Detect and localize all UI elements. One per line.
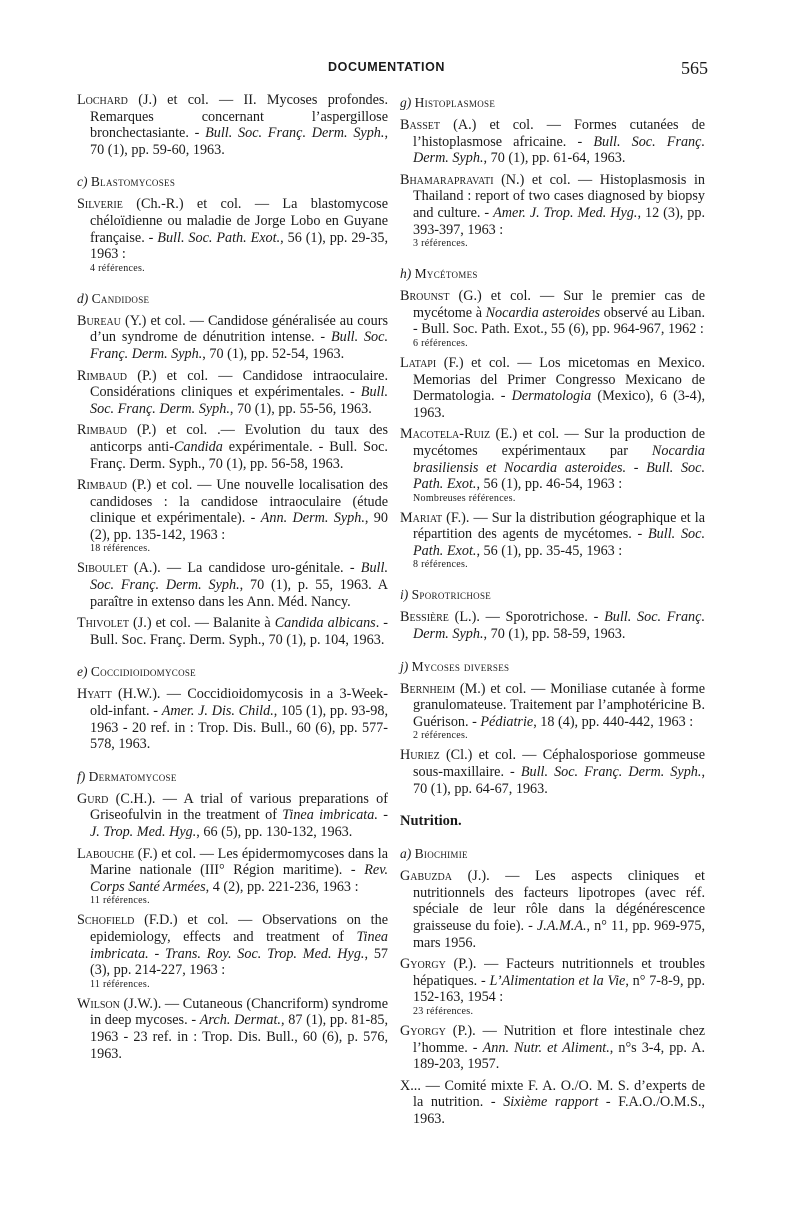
entry-citation: , 70 (1), pp. 61-64, 1963. bbox=[483, 150, 626, 167]
subsection bbox=[400, 586, 705, 642]
entry-citation: , n° 11, pp. 969-975, mars 1956. bbox=[413, 918, 705, 951]
subsection-name: Mycoses diverses bbox=[411, 658, 510, 674]
subsection-letter: j) bbox=[400, 658, 409, 674]
entry-journal: L’Alimentation et la Vie bbox=[489, 972, 626, 989]
bibliography-entry bbox=[77, 477, 388, 555]
entry-citation: , 56 (1), pp. 35-45, 1963 : bbox=[476, 542, 623, 559]
entry-text: (P.). — Nutrition et flore intestinale chez l’homme. - bbox=[413, 1022, 705, 1056]
entry-author: Schofield bbox=[77, 912, 135, 929]
entry-author: Silverie bbox=[77, 196, 123, 213]
entry-text: (E.) et col. — Sur la production de mycétomes expérimentaux par bbox=[413, 426, 705, 459]
entry-author: Gabuzda bbox=[400, 868, 452, 885]
section-heading-nutrition: Nutrition. bbox=[400, 813, 462, 830]
subsection-name: Sporotrichose bbox=[411, 587, 492, 603]
bibliography-entry bbox=[77, 422, 388, 472]
entry-text: (J.). — Les aspects cliniques et nutritionnels des facteurs lipotropes (avec réf. spéciale de leur rôle dans la dégénérescence graisseuse du foie). - bbox=[413, 868, 705, 934]
entry-author: Rimbaud bbox=[77, 477, 128, 494]
entry-journal: Bull. Soc. Franç. Derm. Syph. bbox=[520, 764, 702, 781]
subsection-letter: e) bbox=[77, 664, 88, 680]
bibliography-entry bbox=[77, 686, 388, 752]
entry-reference-count: 18 références. bbox=[90, 543, 151, 555]
subsection-name: Dermatomycose bbox=[88, 768, 177, 784]
subsection-name: Blastomycoses bbox=[90, 174, 176, 190]
entry-journal: Rev. Corps Santé Armées bbox=[90, 862, 388, 895]
entry-author: X... bbox=[400, 1077, 421, 1094]
entry-citation: , 87 (1), pp. 81-85, 1963 - 23 ref. in : Trop. Dis. Bull., 60 (6), p. 576, 1963. bbox=[90, 1012, 388, 1062]
bibliography-entry bbox=[400, 1078, 705, 1128]
subsection-heading bbox=[400, 265, 705, 282]
entry-journal: Amer. J. Dis. Child. bbox=[161, 703, 274, 720]
bibliography-entry bbox=[400, 1023, 705, 1073]
entry-text: (J.) et col. — Balanite à bbox=[129, 615, 275, 632]
entry-text: (L.). — Sporotrichose. - bbox=[448, 609, 605, 626]
entry-text: (C.H.). — A trial of various preparations of Griseofulvin in the treatment of bbox=[90, 790, 388, 824]
subsection-heading bbox=[77, 290, 388, 307]
bibliography-entry bbox=[77, 92, 388, 158]
entry-text: (Ch.-R.) et col. — La blastomycose chéloïdienne ou maladie de Jorge Lobo en Guyane française. - bbox=[90, 196, 388, 246]
bibliography-entry bbox=[400, 681, 705, 743]
entry-author: Latapi bbox=[400, 354, 437, 371]
entry-citation: , 56 (1), pp. 29-35, 1963 : bbox=[90, 229, 388, 263]
bibliography-entry bbox=[77, 313, 388, 363]
entry-journal: Dermatologia bbox=[511, 388, 592, 405]
entry-citation: , 18 (4), pp. 440-442, 1963 : bbox=[533, 713, 694, 730]
entry-reference-count: 4 références. bbox=[90, 262, 145, 274]
entry-citation: , 70 (1), pp. 64-67, 1963. bbox=[413, 764, 705, 797]
entry-author: Gyorgy bbox=[400, 956, 446, 973]
entry-author: Bernheim bbox=[400, 680, 456, 697]
entry-reference-count: 11 références. bbox=[90, 895, 150, 907]
subsection-heading bbox=[400, 94, 705, 111]
entry-text: (F.) et col. — Les épidermomycoses dans la Marine nationale (III° Région maritime). - bbox=[90, 845, 388, 879]
bibliography-entry bbox=[400, 510, 705, 572]
subsection-heading bbox=[400, 845, 705, 862]
left-column bbox=[77, 92, 388, 1067]
entry-text: (P.) et col. — Candidose intraoculaire. Considérations cliniques et expérimentales. - bbox=[90, 367, 388, 401]
entry-author: Bhamarapravati bbox=[400, 171, 494, 188]
bibliography-entry bbox=[77, 996, 388, 1062]
entry-reference-count: 3 références. bbox=[413, 238, 468, 250]
subsection-letter: g) bbox=[400, 95, 412, 110]
bibliography-entry bbox=[400, 747, 705, 797]
entry-author: Bureau bbox=[77, 312, 121, 329]
entry-citation: , 70 (1), pp. 52-54, 1963. bbox=[202, 345, 345, 362]
bibliography-entry bbox=[400, 117, 705, 167]
entry-citation: , 90 (2), pp. 135-142, 1963 : bbox=[90, 510, 388, 543]
page-number: 565 bbox=[681, 58, 708, 78]
entry-text: (Y.) et col. — Candidose généralisée au cours d’un syndrome de dénutrition intense. - bbox=[90, 312, 388, 346]
entry-author: Wilson bbox=[77, 995, 120, 1012]
subsection-letter: c) bbox=[77, 174, 88, 190]
entry-citation: , 70 (1), pp. 59-60, 1963. bbox=[90, 125, 388, 158]
entry-author: Macotela-Ruiz bbox=[400, 426, 491, 443]
entry-author: Gurd bbox=[77, 790, 109, 807]
entry-text: (F.) et col. — Los micetomas en Mexico. Memorias del Primer Congresso Mexicano de Dermatologia. - bbox=[413, 354, 705, 405]
bibliography-entry bbox=[400, 609, 705, 642]
bibliography-entry bbox=[400, 426, 705, 504]
entry-author: Huriez bbox=[400, 747, 440, 764]
entry-journal: Pédiatrie bbox=[480, 713, 534, 730]
bibliography-entry bbox=[400, 355, 705, 421]
entry-journal: Candida albicans bbox=[274, 615, 376, 632]
subsection-letter: d) bbox=[77, 290, 89, 306]
subsection-name: Candidose bbox=[91, 290, 150, 306]
entry-journal: Bull. Soc. Franç. Derm. Syph. bbox=[90, 560, 388, 594]
entry-journal: Bull. Soc. Franç. Derm. Syph. bbox=[413, 609, 705, 643]
subsection-heading bbox=[77, 768, 388, 785]
subsection-letter: i) bbox=[400, 587, 409, 603]
subsection bbox=[77, 663, 388, 752]
running-header bbox=[0, 58, 800, 80]
entry-journal: Ann. Derm. Syph. bbox=[260, 510, 365, 527]
entry-citation: , 105 (1), pp. 93-98, 1963 - 20 ref. in : Trop. Dis. Bull., 60 (6), pp. 577-578, 1963. bbox=[90, 703, 388, 753]
entry-citation: , 56 (1), pp. 46-54, 1963 : bbox=[476, 476, 623, 493]
subsection-name: Histoplasmose bbox=[414, 95, 496, 110]
entry-text: (A.) et col. — Formes cutanées de l’histoplasmose africaine. - bbox=[413, 117, 705, 150]
entry-author: Rimbaud bbox=[77, 367, 128, 384]
entry-author: Siboulet bbox=[77, 560, 128, 577]
entry-text: (H.W.). — Coccidioidomycosis in a 3-Week-old-infant. - bbox=[90, 686, 388, 720]
entry-journal: Bull. Soc. Franç. Derm. Syph. bbox=[90, 329, 388, 362]
entry-citation: (Mexico), 6 (3-4), 1963. bbox=[413, 388, 705, 421]
entry-text: (N.) et col. — Histoplasmosis in Thailand : report of two cases diagnosed by biopsy and culture. - bbox=[413, 171, 705, 221]
entry-text: (A.). — La candidose uro-génitale. - bbox=[127, 560, 361, 577]
entry-reference-count: 2 références. bbox=[413, 730, 468, 742]
entry-reference-count: Nombreuses références. bbox=[413, 492, 516, 504]
subsection-heading bbox=[77, 663, 388, 680]
entry-text: (Cl.) et col. — Céphalosporiose gommeuse sous-maxillaire. - bbox=[413, 747, 705, 781]
entry-text: (G.) et col. — Sur le premier cas de mycétome à bbox=[413, 288, 705, 321]
subsection-letter: h) bbox=[400, 266, 412, 282]
subsection bbox=[77, 290, 388, 649]
entry-citation: , 70 (1), pp. 58-59, 1963. bbox=[483, 626, 626, 643]
entry-text: (J.W.). — Cutaneous (Chancriform) syndrome in deep mycoses. - bbox=[90, 995, 388, 1029]
entry-citation: . - Bull. Soc. Franç. Derm. Syph., 70 (1), p. 104, 1963. bbox=[90, 615, 388, 648]
bibliography-entry bbox=[77, 196, 388, 274]
entry-author: Basset bbox=[400, 117, 441, 133]
bibliography-entry bbox=[77, 560, 388, 610]
bibliography-entry bbox=[400, 172, 705, 250]
entry-citation: , n° 7-8-9, pp. 152-163, 1954 : bbox=[413, 972, 705, 1006]
subsection bbox=[400, 94, 705, 250]
running-title: DOCUMENTATION bbox=[328, 60, 446, 74]
bibliography-entry bbox=[77, 846, 388, 908]
entry-journal: Ann. Nutr. et Aliment. bbox=[482, 1039, 610, 1056]
entry-author: Brounst bbox=[400, 288, 450, 305]
entry-citation: , 70 (1), pp. 55-56, 1963. bbox=[229, 400, 372, 417]
entry-journal: Amer. J. Trop. Med. Hyg. bbox=[493, 204, 638, 221]
subsection bbox=[77, 173, 388, 274]
bibliography-entry bbox=[400, 956, 705, 1018]
entry-citation: , n°s 3-4, pp. A. 189-203, 1957. bbox=[413, 1039, 705, 1073]
entry-journal: Bull. Soc. Path. Exot. bbox=[413, 526, 705, 559]
entry-journal: Nocardia brasiliensis et Nocardia asteroides. - Bull. Soc. Path. Exot. bbox=[413, 442, 705, 493]
subsection-name: Coccidioidomycose bbox=[90, 664, 196, 680]
entry-reference-count: 8 références. bbox=[413, 559, 468, 571]
entry-text: (F.). — Sur la distribution géographique et la répartition des agents de mycétomes. - bbox=[413, 509, 705, 543]
bibliography-entry bbox=[77, 791, 388, 841]
entry-journal: Tinea imbricata. - Trans. Roy. Soc. Trop. Med. Hyg. bbox=[90, 928, 388, 962]
subsection-name: Mycétomes bbox=[414, 266, 478, 282]
entry-citation: , 12 (3), pp. 393-397, 1963 : bbox=[413, 204, 705, 238]
bibliography-entry bbox=[77, 615, 388, 648]
entry-citation: - F.A.O./O.M.S., 1963. bbox=[413, 1094, 705, 1127]
subsection-heading bbox=[77, 173, 388, 190]
entry-journal: Arch. Dermat. bbox=[199, 1012, 281, 1029]
subsection bbox=[400, 845, 705, 1127]
entry-journal: J.A.M.A. bbox=[536, 918, 587, 934]
entry-reference-count: 11 références. bbox=[90, 978, 150, 990]
entry-journal: Candida bbox=[173, 438, 223, 455]
subsection-heading bbox=[400, 658, 705, 675]
subsection bbox=[400, 265, 705, 571]
bibliography-entry bbox=[77, 912, 388, 990]
entry-text: (J.) et col. — II. Mycoses profondes. Remarques concernant l’aspergillose bronchectasiante. - bbox=[90, 92, 388, 142]
entry-author: Bessière bbox=[400, 609, 449, 626]
entry-text: (P.) et col. — Une nouvelle localisation des candidoses : la candidose intraoculaire (étude clinique et expérimentale). - bbox=[90, 477, 388, 527]
entry-author: Hyatt bbox=[77, 686, 112, 703]
entry-journal: Bull. Soc. Franç. Derm. Syph. bbox=[205, 125, 385, 142]
entry-author: Rimbaud bbox=[77, 422, 128, 439]
subsection bbox=[77, 768, 388, 1062]
subsection-letter: a) bbox=[400, 846, 412, 862]
entry-text: (P.). — Facteurs nutritionnels et troubles hépatiques. - bbox=[413, 956, 705, 989]
subsection-letter: f) bbox=[77, 768, 86, 784]
entry-reference-count: 6 références. bbox=[413, 337, 468, 349]
subsection bbox=[400, 658, 705, 798]
bibliography-entry bbox=[77, 368, 388, 418]
entry-citation: observé au Liban. - Bull. Soc. Path. Exot., 55 (6), pp. 964-967, 1962 : bbox=[413, 304, 706, 338]
entry-citation: , 70 (1), p. 55, 1963. A paraître in extenso dans les Ann. Méd. Nancy. bbox=[90, 577, 388, 610]
entry-author: Lochard bbox=[77, 92, 128, 108]
entry-citation: , 4 (2), pp. 221-236, 1963 : bbox=[205, 878, 359, 895]
subsection-heading bbox=[400, 586, 705, 603]
bibliography-entry bbox=[400, 288, 705, 350]
entry-journal: Nocardia asteroides bbox=[485, 304, 601, 321]
entry-journal: Tinea imbricata. - J. Trop. Med. Hyg. bbox=[90, 807, 388, 840]
entry-author: Mariat bbox=[400, 509, 443, 526]
right-column bbox=[400, 92, 705, 1133]
entry-author: Labouche bbox=[77, 845, 135, 862]
bibliography-entry bbox=[400, 868, 705, 951]
entry-citation: , 57 (3), pp. 214-227, 1963 : bbox=[90, 945, 389, 979]
entry-author: Gyorgy bbox=[400, 1022, 446, 1039]
entry-text: (P.) et col. .— Evolution du taux des anticorps anti- bbox=[90, 422, 388, 455]
entry-text: — Comité mixte F. A. O./O. M. S. d’experts de la nutrition. - bbox=[413, 1077, 705, 1111]
entry-journal: Bull. Soc. Path. Exot. bbox=[157, 229, 281, 246]
entry-text: (F.D.) et col. — Observations on the epidemiology, effects and treatment of bbox=[90, 912, 388, 945]
entry-author: Thivolet bbox=[77, 615, 129, 632]
entry-citation: expérimentale. - Bull. Soc. Franç. Derm. Syph., 70 (1), pp. 56-58, 1963. bbox=[90, 438, 388, 472]
subsection-name: Biochimie bbox=[414, 846, 468, 862]
entry-text: (M.) et col. — Moniliase cutanée à forme granulomateuse. Traitement par l’amphotéricine B. Guérison. - bbox=[413, 680, 705, 730]
entry-citation: , 66 (5), pp. 130-132, 1963. bbox=[196, 824, 353, 840]
entry-reference-count: 23 références. bbox=[413, 1005, 474, 1017]
entry-journal: Sixième rapport bbox=[503, 1094, 599, 1111]
entry-journal: Bull. Soc. Franç. Derm. Syph. bbox=[90, 384, 388, 417]
entry-journal: Bull. Soc. Franç. Derm. Syph. bbox=[413, 133, 705, 167]
